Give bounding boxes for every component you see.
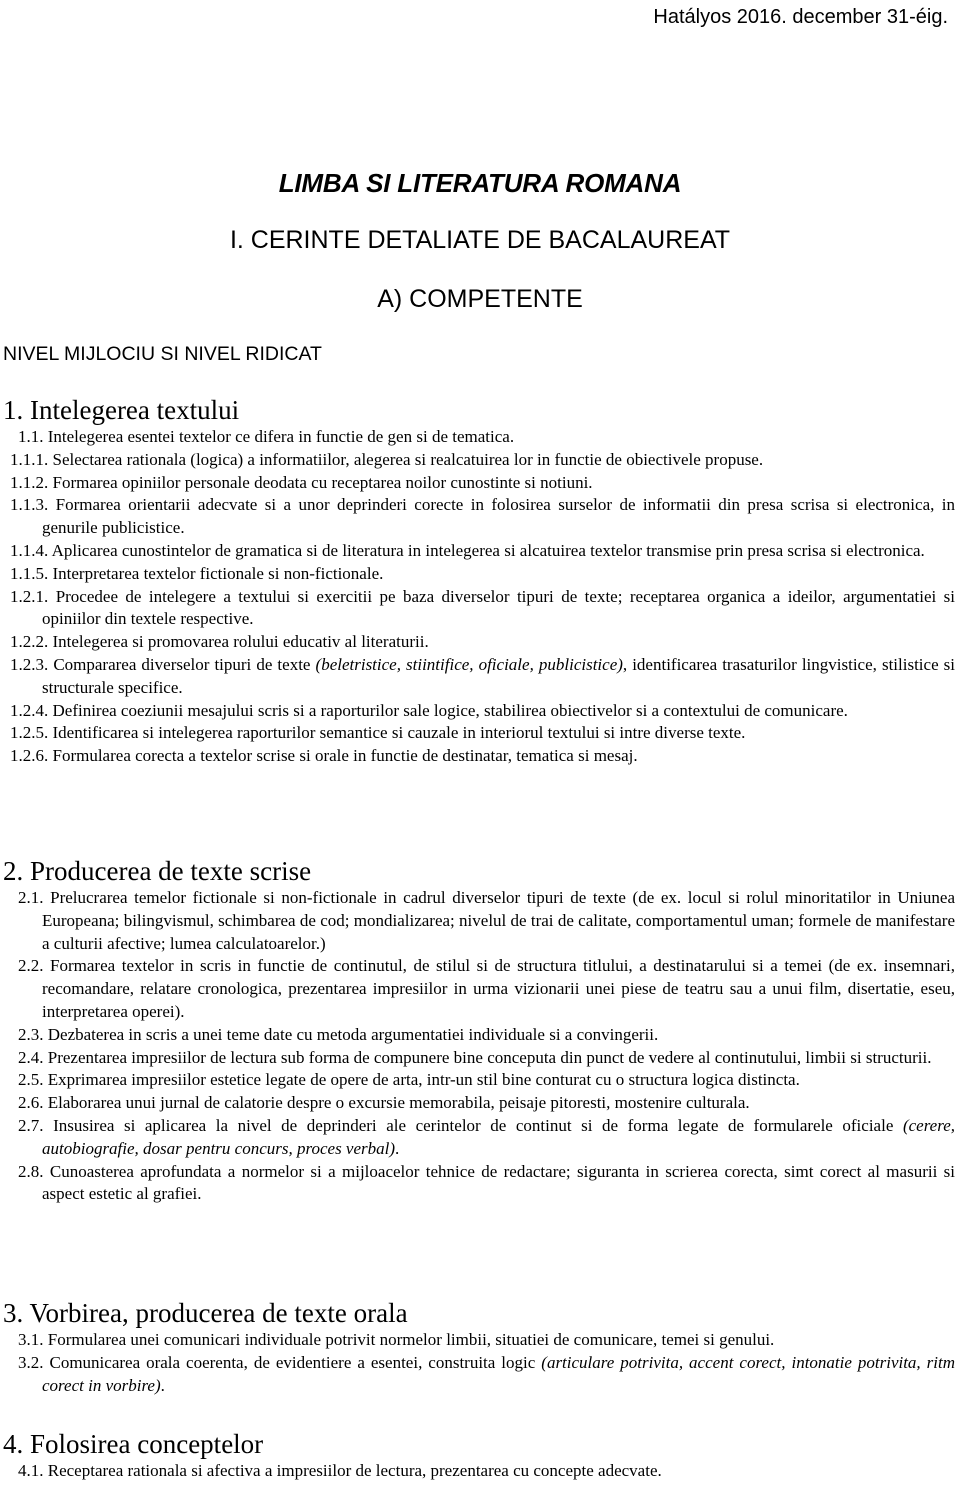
list-item xyxy=(0,1329,960,1352)
level-heading: NIVEL MIJLOCIU SI NIVEL RIDICAT xyxy=(3,343,322,365)
list-item xyxy=(0,955,960,1023)
list-item xyxy=(0,449,960,472)
list-item xyxy=(0,472,960,495)
item-italic-note: (cerere, autobiografie, dosar pentru concurs, proces verbal) xyxy=(42,1115,955,1158)
item-number: 2.8. xyxy=(18,1161,44,1181)
item-number: 1.2.6. xyxy=(10,746,49,766)
item-number: 1.1.5. xyxy=(10,563,49,583)
item-number: 1.1.4. xyxy=(10,540,49,560)
item-text: Formularea unei comunicari individuale potrivit normelor limbii, situatiei de comunicare, temei si genului. xyxy=(47,1330,775,1349)
item-text: Formarea orientarii adecvate si a unor deprinderi corecte in folosirea surselor de informatii din presa scrisa si electronica, in genurile publicistice. xyxy=(42,495,955,538)
document-subtitle: I. CERINTE DETALIATE DE BACALAUREAT xyxy=(229,226,731,254)
list-item xyxy=(0,745,960,768)
item-text: Insusirea si aplicarea la nivel de deprinderi ale cerintelor de continut si de forma legate de formularele oficiale xyxy=(53,1115,894,1135)
list-item xyxy=(0,1161,960,1207)
item-number: 1.1.1. xyxy=(10,449,49,469)
item-text-tail: , identificarea trasaturilor lingvistice, stilistice si structurale specifice. xyxy=(42,654,955,697)
item-list xyxy=(0,1460,960,1483)
document-title: LIMBA SI LITERATURA ROMANA xyxy=(278,168,682,198)
list-item xyxy=(0,654,960,700)
section-4 xyxy=(0,1428,960,1483)
item-text-tail: . xyxy=(160,1375,165,1395)
item-number: 1.2.2. xyxy=(10,632,49,652)
item-text: Dezbaterea in scris a unei teme date cu metoda argumentatiei individuale si a convingerii. xyxy=(47,1024,659,1044)
list-item xyxy=(0,631,960,654)
list-item xyxy=(0,722,960,745)
section-3 xyxy=(0,1297,960,1397)
item-text: Identificarea si intelegerea raporturilor semantice si cauzale in interiorul textului si intre diverse texte. xyxy=(52,723,746,743)
item-text: Definirea coeziunii mesajului scris si a raporturilor sale logice, stabilirea obiectivelor si a contextului de comunicare. xyxy=(52,700,848,720)
item-list xyxy=(0,426,960,768)
item-number: 1.1.3. xyxy=(10,495,49,515)
item-number: 1.2.4. xyxy=(10,700,49,720)
item-text: Receptarea rationala si afectiva a impresiilor de lectura, prezentarea cu concepte adecvate. xyxy=(47,1461,662,1480)
item-text: Exprimarea impresiilor estetice legate de opere de arta, intr-un stil bine conturat cu o structura logica distincta. xyxy=(47,1070,800,1090)
item-text-tail: . xyxy=(395,1138,400,1158)
item-list xyxy=(0,1329,960,1397)
item-text: Elaborarea unui jurnal de calatorie despre o excursie memorabila, peisaje pitoresti, mostenire culturala. xyxy=(47,1093,750,1113)
section-title: 1. Intelegerea textului xyxy=(3,395,240,425)
item-number: 2.1. xyxy=(18,888,44,907)
list-item xyxy=(0,1024,960,1047)
list-item xyxy=(0,563,960,586)
list-item xyxy=(0,887,960,955)
item-number: 1.2.1. xyxy=(10,586,49,606)
list-item xyxy=(0,1352,960,1398)
item-text: Procedee de intelegere a textului si exercitii pe baza diverselor tipuri de texte; receptarea organica a ideilor, argumentatiei si opiniilor din textele respective. xyxy=(42,586,955,629)
item-list xyxy=(0,887,960,1206)
item-text: Compararea diverselor tipuri de texte xyxy=(53,654,311,674)
item-number: 1.1. xyxy=(18,427,44,446)
item-number: 2.6. xyxy=(18,1093,44,1113)
item-text: Intelegerea esentei textelor ce difera in functie de gen si de tematica. xyxy=(47,427,515,446)
item-text: Formarea textelor in scris in functie de continutul, de stilul si de structura titlului, a destinatarului si a temei (de ex. insemnari, recomandare, relatare cronologica, prezentarea impresiilor in urma vizionarii unei piese de teatru sau a unui film, disertatie, eseu, interpretarea operei). xyxy=(42,956,956,1021)
section-title: 2. Producerea de texte scrise xyxy=(3,856,312,886)
item-number: 2.2. xyxy=(18,956,44,976)
list-item xyxy=(0,494,960,540)
item-number: 2.4. xyxy=(18,1047,44,1067)
item-number: 3.2. xyxy=(18,1352,44,1372)
list-item xyxy=(0,1069,960,1092)
section-1 xyxy=(0,394,960,768)
list-item xyxy=(0,700,960,723)
item-text: Selectarea rationala (logica) a informatiilor, alegerea si realcatuirea lor in functie de obiectivele propuse. xyxy=(52,449,764,469)
validity-note: Hatályos 2016. december 31-éig. xyxy=(653,6,948,28)
item-text: Intelegerea si promovarea rolului educativ al literaturii. xyxy=(52,632,429,652)
list-item xyxy=(0,426,960,449)
list-item xyxy=(0,540,960,563)
list-item xyxy=(0,1092,960,1115)
item-italic-note: (beletristice, stiintifice, oficiale, publicistice) xyxy=(315,654,623,674)
item-number: 1.2.5. xyxy=(10,723,49,743)
item-number: 1.1.2. xyxy=(10,472,49,492)
list-item xyxy=(0,1460,960,1483)
item-text: Aplicarea cunostintelor de gramatica si de literatura in intelegerea si alcatuirea textelor transmise prin presa scrisa si electronica. xyxy=(51,540,925,560)
item-italic-note: (articulare potrivita, accent corect, intonatie potrivita, ritm corect in vorbire) xyxy=(42,1352,956,1395)
list-item xyxy=(0,586,960,632)
list-item xyxy=(0,1115,960,1161)
item-text: Prelucrarea temelor fictionale si non-fictionale in cadrul diverselor tipuri de texte (de ex. locul si rolul minoritatilor in Uniunea Europeana; bilingvismul, schimbarea de cod; mondializarea; nivelul de trai de calitate, comportamentul uman; formele de manifestare a culturii afective; lumea calculatoarelor.) xyxy=(42,888,955,953)
section-title: 4. Folosirea conceptelor xyxy=(3,1429,264,1459)
item-text: Comunicarea orala coerenta, de evidentiere a esentei, construita logic xyxy=(49,1352,536,1372)
item-text: Formarea opiniilor personale deodata cu receptarea noilor cunostinte si notiuni. xyxy=(52,472,593,492)
item-number: 2.7. xyxy=(18,1115,44,1135)
item-text: Cunoasterea aprofundata a normelor si a mijloacelor tehnice de redactare; siguranta in scrierea corecta, simt corect al masurii si aspect estetic al grafiei. xyxy=(42,1161,956,1204)
item-number: 2.5. xyxy=(18,1070,44,1090)
item-text: Formularea corecta a textelor scrise si orale in functie de destinatar, tematica si mesaj. xyxy=(52,746,638,766)
section-title: 3. Vorbirea, producerea de texte orala xyxy=(3,1298,408,1328)
item-text: Prezentarea impresiilor de lectura sub forma de compunere bine conceputa din punct de vedere al continutului, limbii si structurii. xyxy=(47,1047,932,1067)
item-number: 3.1. xyxy=(18,1330,44,1349)
section-2 xyxy=(0,855,960,1206)
item-number: 4.1. xyxy=(18,1461,44,1480)
item-number: 1.2.3. xyxy=(10,654,49,674)
list-item xyxy=(0,1047,960,1070)
item-text: Interpretarea textelor fictionale si non-fictionale. xyxy=(52,563,384,583)
competence-heading: A) COMPETENTE xyxy=(377,285,583,313)
item-number: 2.3. xyxy=(18,1024,44,1044)
